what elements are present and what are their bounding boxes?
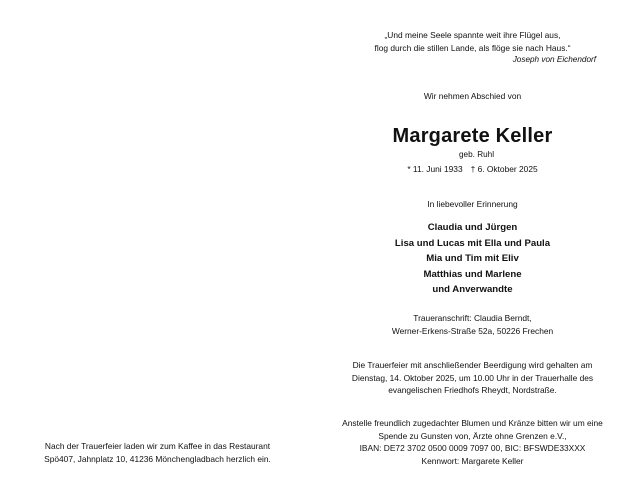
deceased-name: Margarete Keller [392,125,553,147]
address-line-1: Traueranschrift: Claudia Berndt, [413,313,532,323]
birth-date: * 11. Juni 1933 [407,164,463,174]
coffee-invitation-line-1: Nach der Trauerfeier laden wir zum Kaffee in das Restaurant [44,441,271,451]
donation-line-1: Anstelle freundlich zugedachter Blumen und Kränze bitten wir um eine [342,418,603,428]
address-line-2: Werner-Erkens-Straße 52a, 50226 Frechen [391,325,554,336]
donation-line-2: Spende zu Gunsten von, Ärzte ohne Grenzen e.V., [378,430,567,441]
mourner: und Anverwandte [432,284,513,296]
quote-author: Joseph von Eichendorf [512,55,596,65]
mourner: Lisa und Lucas mit Ella und Paula [394,237,551,249]
quote-line-1: „Und meine Seele spannte weit ihre Flügel aus, [384,30,561,40]
quote [315,29,630,67]
mourner: Matthias und Marlene [423,268,522,280]
life-dates [315,163,630,175]
ceremony-line-2: Dienstag, 14. Oktober 2025, um 10.00 Uhr in der Trauerhalle des [351,372,594,383]
ceremony-line-3: evangelischen Friedhofs Rheydt, Nordstraße. [388,385,557,396]
memory-line: In liebevoller Erinnerung [427,199,518,209]
ceremony-line-1: Die Trauerfeier mit anschließender Beerdigung wird gehalten am [352,360,593,370]
farewell-line: Wir nehmen Abschied von [423,91,522,101]
donation-line-4: Kennwort: Margarete Keller [421,455,524,466]
donation-line-3: IBAN: DE72 3702 0500 0009 7097 00, BIC: BFSWDE33XXX [359,443,586,454]
birth-name: geb. Ruhl [459,150,495,159]
ceremony-info [315,359,630,397]
mourner: Mia und Tim mit Eliv [426,253,519,265]
mourning-address [315,312,630,337]
mourner: Claudia und Jürgen [427,222,518,233]
right-page [315,0,630,492]
death-date: † 6. Oktober 2025 [470,164,538,174]
coffee-invitation [0,440,315,465]
donation-info [315,417,630,467]
quote-line-2: flog durch die stillen Lande, als flöge sie nach Haus.“ [374,42,571,53]
coffee-invitation-line-2: Spö407, Jahnplatz 10, 41236 Mönchengladbach herzlich ein. [44,453,271,464]
mourners-list [315,220,630,298]
